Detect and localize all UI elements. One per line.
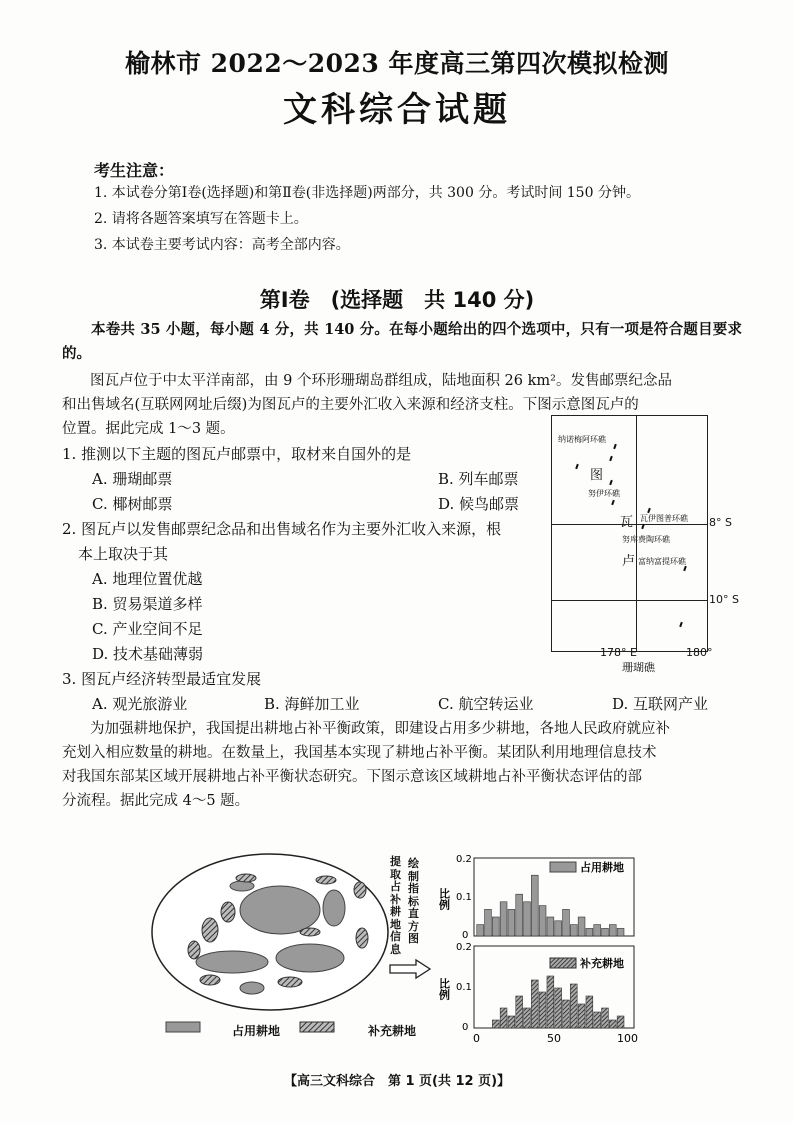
histogram-bar: [555, 988, 562, 1028]
legend-occupied-swatch: [166, 1022, 200, 1032]
histogram-bar: [531, 875, 538, 936]
legend-supplement-label: 补充耕地: [368, 1024, 417, 1038]
histogram-bar: [602, 1008, 609, 1028]
map-label-vaitupu: 瓦伊图普环礁: [640, 514, 688, 523]
supplement-parcel: [300, 928, 320, 936]
atoll-marker: [611, 500, 615, 505]
histogram-bar: [500, 1008, 507, 1028]
map-label-lu: 卢: [622, 554, 636, 569]
histogram-bar: [477, 925, 484, 936]
passage-2-line: 为加强耕地保护，我国提出耕地占补平衡政策，即建设占用多少耕地，各地人民政府就应补: [90, 721, 670, 737]
lon-label-180: 180°: [686, 646, 713, 659]
notice-item: 2. 请将各题答案填写在答题卡上。: [94, 211, 308, 227]
page-footer: 【高三文科综合 第 1 页(共 12 页)】: [283, 1074, 511, 1089]
atoll-marker: [679, 622, 683, 627]
question-2-option-a[interactable]: A. 地理位置优越: [92, 570, 203, 588]
histogram-bar: [586, 996, 593, 1028]
supplement-parcel: [354, 882, 366, 898]
atoll-marker: [609, 480, 613, 485]
question-1-option-d[interactable]: D. 候鸟邮票: [438, 495, 520, 513]
histogram-bar: [516, 996, 523, 1028]
histogram-bar: [602, 928, 609, 936]
x-tick-label: 50: [547, 1032, 561, 1045]
histogram-bar: [594, 925, 601, 936]
y-axis-label: 比例: [437, 978, 451, 1000]
supplement-parcel: [200, 975, 220, 985]
histogram-bar: [617, 928, 624, 936]
legend-label: 占用耕地: [580, 861, 624, 874]
histogram-occupied: [438, 854, 635, 941]
histogram-bar: [547, 917, 554, 936]
supplement-parcel: [278, 977, 302, 987]
histogram-bar: [492, 917, 499, 936]
passage-1-line: 图瓦卢位于中太平洋南部，由 9 个环形珊瑚岛群组成，陆地面积 26 km²。发售邮票纪念品: [90, 373, 672, 389]
y-tick-label: 0.2: [456, 854, 472, 865]
question-1-option-b[interactable]: B. 列车邮票: [438, 470, 519, 488]
question-3-option-d[interactable]: D. 互联网产业: [612, 695, 709, 713]
exam-title: 榆林市 2022～2023 年度高三第四次模拟检测: [124, 49, 670, 78]
lat-label-10s: 10° S: [709, 593, 739, 606]
map-label-tu: 图: [590, 468, 604, 483]
y-tick-label: 0.1: [456, 892, 472, 903]
atoll-marker: [575, 464, 579, 469]
map-label-wa: 瓦: [620, 515, 634, 530]
histogram-bar: [555, 921, 562, 936]
atoll-marker: [609, 456, 613, 461]
histogram-bar: [578, 917, 585, 936]
histogram-bar: [563, 1000, 570, 1028]
histogram-bar: [594, 1012, 601, 1028]
histogram-bar: [492, 1020, 499, 1028]
occupied-parcel: [196, 951, 268, 973]
histogram-supplement: [438, 942, 639, 1045]
passage-2-line: 分流程。据此完成 4～5 题。: [62, 793, 250, 809]
histogram-bar: [508, 1016, 515, 1028]
subject-title: 文科综合试题: [283, 90, 511, 130]
process-step-histogram: 绘制指标直方图: [408, 857, 419, 945]
x-tick-label: 100: [617, 1032, 638, 1045]
question-3-option-b[interactable]: B. 海鲜加工业: [264, 695, 360, 713]
question-2-stem-cont: 本上取决于其: [78, 545, 169, 563]
supplement-parcel: [236, 874, 256, 882]
histogram-bar: [563, 909, 570, 936]
section-heading: 第Ⅰ卷 (选择题 共 140 分): [259, 288, 535, 312]
supplement-parcel: [221, 902, 235, 922]
occupied-parcel: [230, 881, 254, 891]
histogram-bar: [609, 925, 616, 936]
histogram-bar: [516, 894, 523, 936]
histogram-bar: [609, 1020, 616, 1028]
passage-2-line: 对我国东部某区域开展耕地占补平衡状态研究。下图示意该区域耕地占补平衡状态评估的部: [62, 769, 642, 785]
question-1-stem: 1. 推测以下主题的图瓦卢邮票中，取材来自国外的是: [62, 445, 412, 463]
histogram-bar: [508, 909, 515, 936]
question-2-option-c[interactable]: C. 产业空间不足: [92, 620, 203, 638]
occupied-parcel: [240, 982, 264, 994]
land-diagram: [150, 850, 390, 1045]
histogram-bar: [578, 1004, 585, 1028]
occupied-parcel: [240, 886, 320, 934]
lat-label-8s: 8° S: [709, 516, 732, 529]
lon-label-178e: 178° E: [600, 646, 637, 659]
histogram-bar: [524, 1008, 531, 1028]
legend-swatch: [550, 958, 576, 968]
question-2-stem: 2. 图瓦卢以发售邮票纪念品和出售域名作为主要外汇收入来源，根: [62, 520, 502, 538]
map-label-reef: 珊瑚礁: [622, 661, 655, 674]
passage-1-line: 位置。据此完成 1～3 题。: [62, 421, 235, 437]
process-arrow-icon: [388, 958, 432, 980]
question-1-option-c[interactable]: C. 椰树邮票: [92, 495, 173, 513]
atoll-marker: [613, 444, 617, 449]
legend-label: 补充耕地: [580, 957, 624, 970]
occupied-parcel: [276, 944, 344, 972]
supplement-parcel: [356, 928, 368, 948]
histogram-bar: [485, 909, 492, 936]
y-tick-label: 0: [462, 1022, 469, 1033]
map-label-nukufetau: 努库费陶环礁: [622, 535, 670, 544]
process-step-extract: 提取占补耕地信息: [390, 855, 401, 956]
y-tick-label: 0.2: [456, 942, 472, 953]
y-axis-label: 比例: [437, 888, 451, 910]
passage-2-line: 充划入相应数量的耕地。在数量上，我国基本实现了耕地占补平衡。某团队利用地理信息技术: [62, 745, 657, 761]
y-tick-label: 0: [462, 930, 469, 941]
supplement-parcel: [202, 918, 218, 942]
histogram-bar: [586, 928, 593, 936]
passage-1-line: 和出售域名(互联网网址后缀)为图瓦卢的主要外汇收入来源和经济支柱。下图示意图瓦卢的: [62, 397, 639, 413]
map-label-nanumea: 纳诺梅阿环礁: [558, 435, 606, 444]
atoll-marker: [683, 566, 687, 571]
supplement-parcel: [188, 941, 200, 959]
notice-item: 3. 本试卷主要考试内容：高考全部内容。: [94, 237, 350, 253]
map-label-niutao: 努伊环礁: [588, 489, 620, 498]
question-2-option-d[interactable]: D. 技术基础薄弱: [92, 645, 204, 663]
question-1-option-a[interactable]: A. 珊瑚邮票: [92, 470, 173, 488]
histogram-bar: [570, 925, 577, 936]
histogram-bar: [524, 902, 531, 936]
question-2-option-b[interactable]: B. 贸易渠道多样: [92, 595, 203, 613]
atoll-marker: [641, 524, 645, 529]
tuvalu-map: [551, 415, 708, 652]
histogram-bar: [570, 984, 577, 1028]
histograms: [437, 848, 645, 1048]
notice-item: 1. 本试卷分第Ⅰ卷(选择题)和第Ⅱ卷(非选择题)两部分，共 300 分。考试时间 150 分钟。: [94, 185, 640, 201]
x-tick-label: 0: [473, 1032, 480, 1045]
notice-heading: 考生注意：: [94, 161, 175, 180]
map-label-funafuti: 富纳富提环礁: [638, 557, 686, 566]
occupied-parcel: [323, 890, 345, 926]
histogram-bar: [539, 906, 546, 936]
legend-swatch: [550, 862, 576, 872]
histogram-bar: [617, 1016, 624, 1028]
histogram-bar: [531, 980, 538, 1028]
supplement-parcel: [316, 876, 336, 884]
section-intro: 本卷共 35 小题，每小题 4 分，共 140 分。在每小题给出的四个选项中，只有一项是符合题目要求的。: [62, 321, 742, 362]
histogram-bar: [547, 976, 554, 1028]
question-3-stem: 3. 图瓦卢经济转型最适宜发展: [62, 670, 262, 688]
legend-supplement-swatch: [300, 1022, 334, 1032]
y-tick-label: 0.1: [456, 982, 472, 993]
question-3-option-a[interactable]: A. 观光旅游业: [92, 695, 188, 713]
histogram-bar: [539, 992, 546, 1028]
question-3-option-c[interactable]: C. 航空转运业: [438, 695, 534, 713]
legend-occupied-label: 占用耕地: [232, 1024, 281, 1038]
map-parallel-10s: [552, 600, 707, 601]
histogram-bar: [500, 902, 507, 936]
